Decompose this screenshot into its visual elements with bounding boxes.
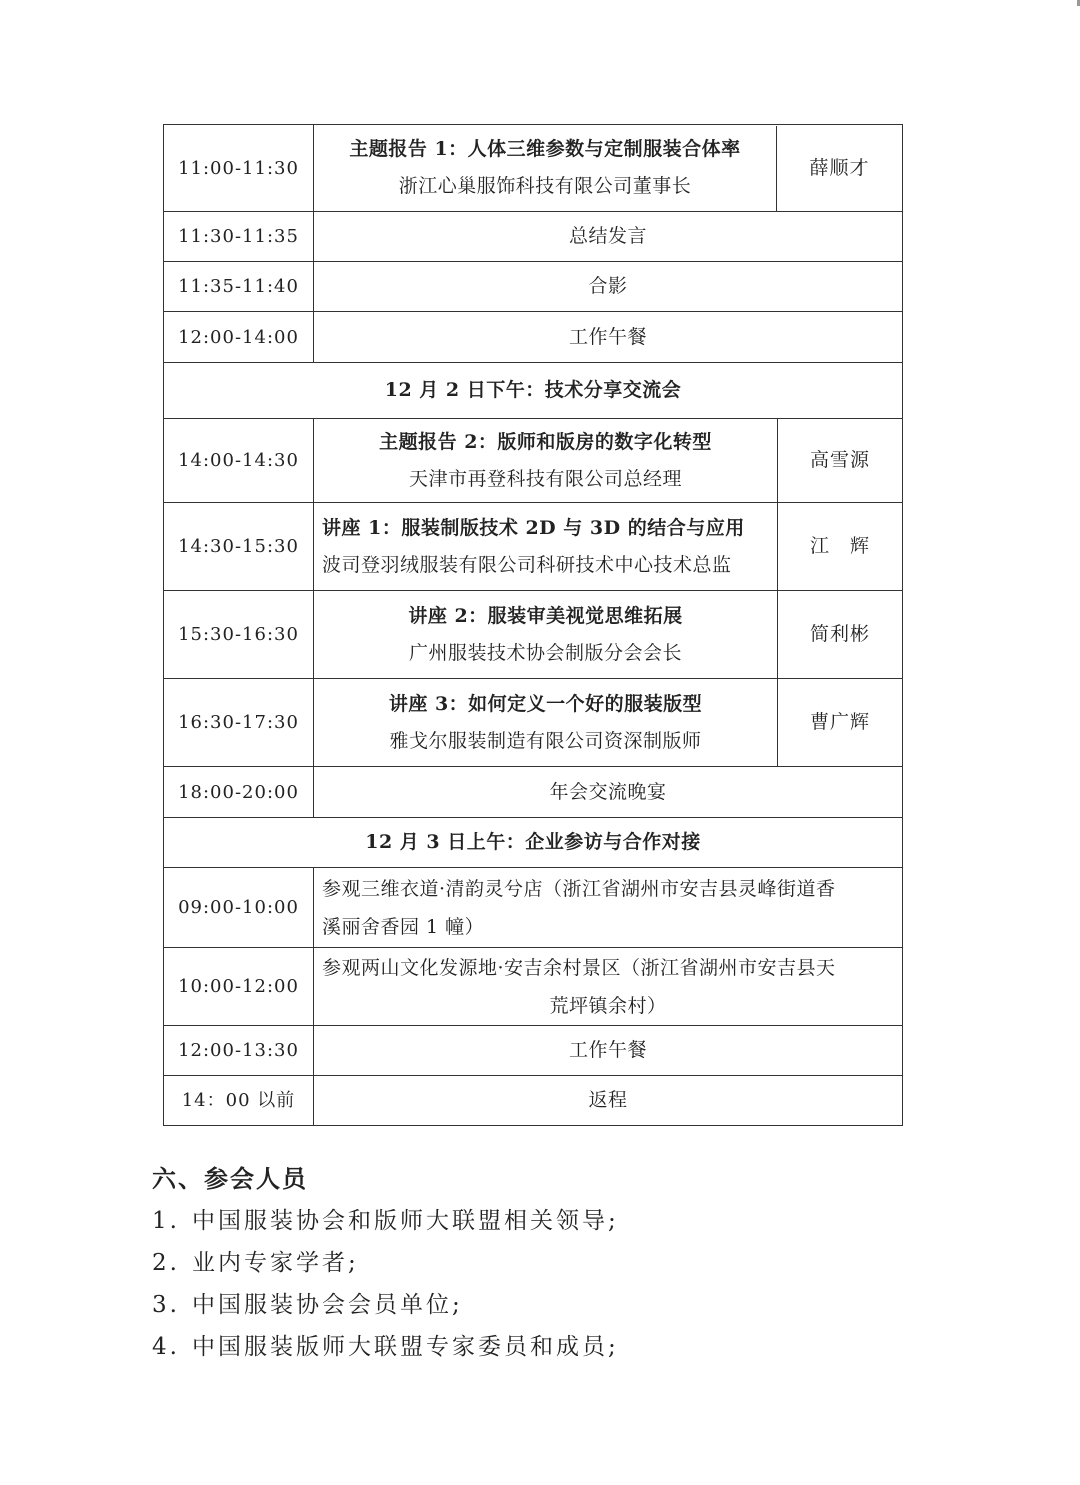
event-cell: 总结发言: [314, 212, 903, 262]
table-row: [164, 503, 903, 591]
speaker-name: 曹广辉: [778, 679, 903, 767]
table-row: [164, 679, 903, 767]
visit-line-1: 参观两山文化发源地·安吉余村景区（浙江省湖州市安吉县天: [322, 956, 836, 979]
table-row: [164, 312, 903, 363]
session-org: 波司登羽绒服装有限公司科研技术中心技术总监: [322, 553, 732, 576]
list-number: 2.: [152, 1250, 180, 1276]
list-number: 4.: [152, 1334, 180, 1360]
section-header: 12 月 3 日上午：企业参访与合作对接: [164, 818, 903, 868]
session-title: 讲座 2：服装审美视觉思维拓展: [408, 604, 683, 627]
list-number: 1.: [152, 1208, 180, 1234]
session-org: 天津市再登科技有限公司总经理: [408, 467, 682, 490]
event-cell: 工作午餐: [314, 312, 903, 363]
list-text: 中国服装协会会员单位;: [192, 1292, 463, 1318]
event-cell: 工作午餐: [314, 1026, 903, 1076]
table-row: [164, 1076, 903, 1126]
time-cell: 14:30-15:30: [164, 503, 314, 591]
list-item: [152, 1200, 952, 1242]
table-row: [164, 212, 903, 262]
schedule-table: [163, 124, 903, 1126]
list-text: 业内专家学者;: [192, 1250, 359, 1276]
time-cell: 18:00-20:00: [164, 767, 314, 818]
event-cell: 合影: [314, 262, 903, 312]
session-org: 广州服装技术协会制版分会会长: [408, 641, 682, 664]
session-org: 雅戈尔服装制造有限公司资深制版师: [389, 729, 702, 752]
section-header: 12 月 2 日下午：技术分享交流会: [164, 363, 903, 419]
time-cell: 11:30-11:35: [164, 212, 314, 262]
table-row: [164, 363, 903, 419]
list-item: [152, 1284, 952, 1326]
section-heading: 六、参会人员: [152, 1165, 308, 1193]
table-row: [164, 125, 903, 212]
session-title: 主题报告 1：人体三维参数与定制服装合体率: [349, 138, 741, 160]
list-item: [152, 1242, 952, 1284]
table-row: [164, 868, 903, 948]
time-cell: 12:00-14:00: [164, 312, 314, 363]
table-row: [164, 767, 903, 818]
time-cell: 11:35-11:40: [164, 262, 314, 312]
list-number: 3.: [152, 1292, 180, 1318]
session-title: 讲座 3：如何定义一个好的服装版型: [388, 692, 703, 715]
session-org: 浙江心巢服饰科技有限公司董事长: [398, 175, 692, 197]
event-cell: 年会交流晚宴: [314, 767, 903, 818]
table-row: [164, 818, 903, 868]
speaker-name: 薛顺才: [809, 156, 870, 179]
time-cell: 16:30-17:30: [164, 679, 314, 767]
attendee-list: [152, 1200, 952, 1368]
list-text: 中国服装版师大联盟专家委员和成员;: [192, 1334, 619, 1360]
time-cell: 10:00-12:00: [164, 948, 314, 1026]
speaker-name: 简利彬: [778, 591, 903, 679]
speaker-name: 高雪源: [778, 419, 903, 503]
list-text: 中国服装协会和版师大联盟相关领导;: [192, 1208, 619, 1234]
attendees-section: [152, 1158, 952, 1368]
table-row: [164, 262, 903, 312]
table-row: [164, 1026, 903, 1076]
session-title: 讲座 1：服装制版技术 2D 与 3D 的结合与应用: [322, 516, 745, 539]
table-row: [164, 948, 903, 1026]
visit-line-1: 参观三维衣道·清韵灵兮店（浙江省湖州市安吉县灵峰街道香: [322, 877, 836, 900]
visit-line-2: 荒坪镇余村）: [549, 994, 667, 1017]
table-row: [164, 419, 903, 503]
event-cell: 返程: [314, 1076, 903, 1126]
speaker-name: 江 辉: [778, 503, 903, 591]
time-cell: 12:00-13:30: [164, 1026, 314, 1076]
table-row: [164, 591, 903, 679]
time-cell: 15:30-16:30: [164, 591, 314, 679]
time-cell: 14：00 以前: [164, 1076, 314, 1126]
time-cell: 11:00-11:30: [164, 125, 314, 212]
list-item: [152, 1326, 952, 1368]
session-title: 主题报告 2：版师和版房的数字化转型: [379, 430, 712, 453]
time-cell: 09:00-10:00: [164, 868, 314, 948]
time-cell: 14:00-14:30: [164, 419, 314, 503]
visit-line-2: 溪丽舍香园 1 幢）: [322, 915, 485, 938]
